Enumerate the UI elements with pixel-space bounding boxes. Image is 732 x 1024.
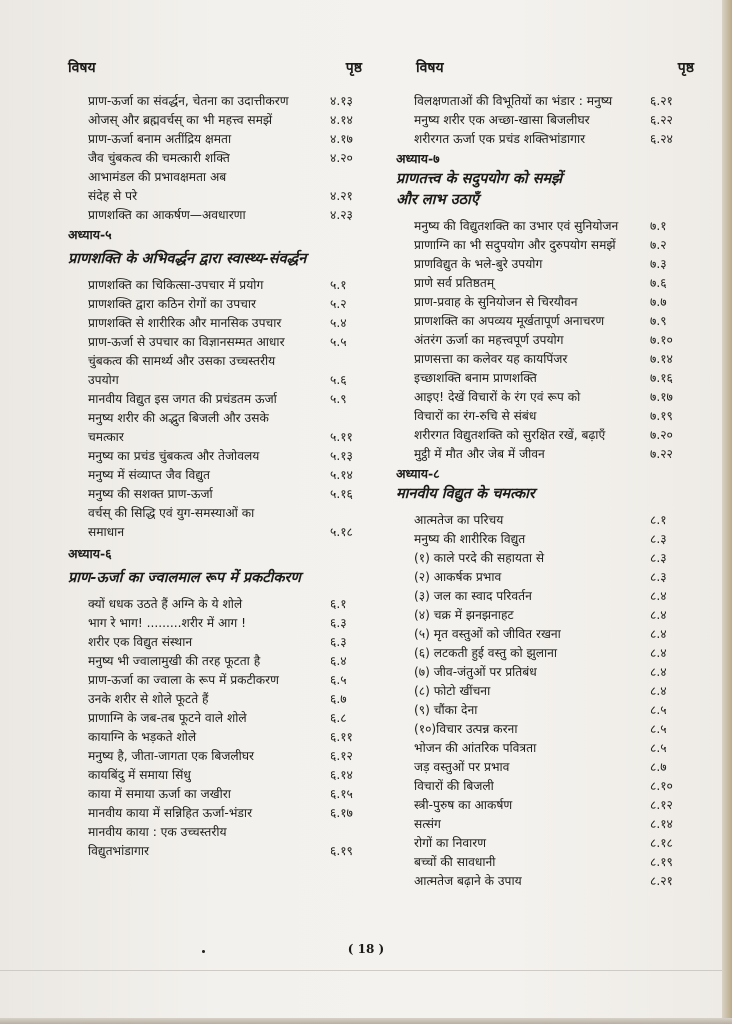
toc-entry: प्राणसत्ता का कलेवर यह कायपिंजर ७.१४ [414,352,673,366]
chapter-7-title-line-1: प्राणतत्त्व के सदुपयोग को समझें [396,171,563,187]
toc-entry: प्राण-ऊर्जा बनाम अतींद्रिय क्षमता ४.१७ [88,132,353,146]
toc-entry: प्राणाग्नि के जब-तब फूटने वाले शोले ६.८ [88,711,347,725]
toc-entry: (६) लटकती हुई वस्तु को झुलाना ८.४ [414,646,667,660]
chapter-7-list [396,217,688,464]
chapter-7-title [396,169,688,211]
toc-entry: संदेह से परे ४.२१ [88,189,353,203]
toc-entry: शरीरगत विद्युतशक्ति को सुरक्षित रखें, बढ़ाएँ ७.२० [414,428,673,442]
toc-entry: (३) जल का स्वाद परिवर्तन ८.४ [414,589,667,603]
chapter-8-title: मानवीय विद्युत के चमत्कार [396,486,535,502]
toc-right-column [396,58,694,891]
book-edge-right [722,0,732,1024]
toc-entry: प्राणशक्ति का अपव्यय मूर्खतापूर्ण अनाचरण ७.९ [414,314,667,328]
toc-entry: चमत्कार ५.११ [88,430,353,444]
toc-entry: प्राण-ऊर्जा का ज्वाला के रूप में प्रकटीकरण ६.५ [88,673,347,687]
toc-entry: मानवीय विद्युत इस जगत की प्रचंडतम ऊर्जा ५.९ [88,392,347,406]
toc-entry: (२) आकर्षक प्रभाव ८.३ [414,570,667,584]
toc-entry: मनुष्य की शारीरिक विद्युत ८.३ [414,532,667,546]
toc-entry: आत्मतेज का परिचय ८.१ [414,513,667,527]
toc-entry: आभामंडल की प्रभावक्षमता अब [88,170,227,184]
toc-entry: आत्मतेज बढ़ाने के उपाय ८.२१ [414,874,673,888]
toc-entry: शरीरगत ऊर्जा एक प्रचंड शक्तिभांडागार ६.२४ [414,132,673,146]
toc-entry: आइए! देखें विचारों के रंग एवं रूप को ७.१७ [414,390,673,404]
toc-entry: शरीर एक विद्युत संस्थान ६.३ [88,635,347,649]
toc-entry: मनुष्य है, जीता-जागता एक बिजलीघर ६.१२ [88,749,353,763]
toc-entry: प्राण-प्रवाह के सुनियोजन से चिरयौवन ७.७ [414,295,667,309]
toc-entry: विचारों की बिजली ८.१० [414,779,673,793]
toc-entry: भोजन की आंतरिक पवित्रता ८.५ [414,741,667,755]
toc-entry: मनुष्य शरीर एक अच्छा-खासा बिजलीघर ६.२२ [414,113,673,127]
toc-header [396,58,694,92]
toc-entry: चुंबकत्व की सामर्थ्य और उसका उच्चस्तरीय [88,354,276,368]
page-header: पृष्ठ [345,60,362,76]
toc-entry: जैव चुंबकत्व की चमत्कारी शक्ति ४.२० [88,151,353,165]
page-fold-line [0,970,722,971]
toc-entry: प्राण-ऊर्जा का संवर्द्धन, चेतना का उदात्तीकरण ४.१३ [88,94,353,108]
toc-header [68,58,370,92]
toc-entry: उनके शरीर से शोले फूटते हैं ६.७ [88,692,347,706]
toc-entry: प्राणशक्ति द्वारा कठिन रोगों का उपचार ५.२ [88,297,347,311]
toc-entry: क्यों धधक उठते हैं अग्नि के ये शोले ६.१ [88,597,347,611]
toc-entry: मानवीय काया में सन्निहित ऊर्जा-भंडार ६.१७ [88,806,353,820]
toc-entry: (८) फोटो खींचना ८.४ [414,684,667,698]
toc-entry: प्राण-ऊर्जा से उपचार का विज्ञानसम्मत आधार ५.५ [88,335,347,349]
toc-entry: प्राणशक्ति का चिकित्सा-उपचार में प्रयोग ५.१ [88,278,347,292]
toc-entry: वर्चस् की सिद्धि एवं युग-समस्याओं का [88,506,255,520]
toc-entry: प्राणशक्ति से शारीरिक और मानसिक उपचार ५.४ [88,316,347,330]
toc-entry: अंतरंग ऊर्जा का महत्त्वपूर्ण उपयोग ७.१० [414,333,673,347]
toc-entry: (७) जीव-जंतुओं पर प्रतिबंध ८.४ [414,665,667,679]
toc-entry: प्राणविद्युत के भले-बुरे उपयोग ७.३ [414,257,667,271]
toc-entry: भाग रे भाग! .........शरीर में आग ! ६.३ [88,616,347,630]
toc-entry: विलक्षणताओं की विभूतियों का भंडार : मनुष्य ६.२१ [414,94,673,108]
toc-entry: मनुष्य में संव्याप्त जैव विद्युत ५.१४ [88,468,353,482]
chapter-6-label: अध्याय-६ [68,546,112,561]
subject-header: विषय [68,60,96,76]
toc-entry: बच्चों की सावधानी ८.१९ [414,855,673,869]
page-number: ( 18 ) [347,942,385,956]
toc-entry: कायबिंदु में समाया सिंधु ६.१४ [88,768,353,782]
toc-left-column [68,58,370,861]
toc-entry: कायाग्नि के भड़कते शोले ६.११ [88,730,353,744]
toc-entry: उपयोग ५.६ [88,373,347,387]
toc-entry: स्त्री-पुरुष का आकर्षण ८.१२ [414,798,673,812]
intro-list [396,92,688,149]
chapter-8-list [396,511,688,891]
toc-entry: (१०)विचार उत्पन्न करना ८.५ [414,722,667,736]
book-edge-bottom [0,1018,732,1024]
toc-entry: समाधान ५.१८ [88,525,353,539]
toc-entry: (१) काले परदे की सहायता से ८.३ [414,551,667,565]
intro-list [68,92,370,225]
toc-entry: ओजस् और ब्रह्मवर्चस् का भी महत्त्व समझें ४.१४ [88,113,353,127]
chapter-6-list [68,595,370,861]
toc-entry: (९) चौंका देना ८.५ [414,703,667,717]
toc-entry: (४) चक्र में झनझनाहट ८.४ [414,608,667,622]
toc-entry: मुट्ठी में मौत और जेब में जीवन ७.२२ [414,447,673,461]
chapter-5-title: प्राणशक्ति के अभिवर्द्धन द्वारा स्वास्थ्य-संवर्द्धन [68,251,307,267]
toc-entry: प्राणाग्नि का भी सदुपयोग और दुरुपयोग समझें ७.२ [414,238,667,252]
toc-entry: मनुष्य की विद्युतशक्ति का उभार एवं सुनियोजन ७.१ [414,219,667,233]
toc-entry: काया में समाया ऊर्जा का जखीरा ६.१५ [88,787,353,801]
toc-entry: इच्छाशक्ति बनाम प्राणशक्ति ७.१६ [414,371,673,385]
chapter-7-label: अध्याय-७ [396,151,440,166]
toc-entry: मनुष्य भी ज्वालामुखी की तरह फूटता है ६.४ [88,654,347,668]
subject-header: विषय [416,60,444,76]
toc-entry: प्राणशक्ति का आकर्षण—अवधारणा ४.२३ [88,208,353,222]
toc-entry: सत्संग ८.१४ [414,817,673,831]
toc-entry: मनुष्य की सशक्त प्राण-ऊर्जा ५.१६ [88,487,353,501]
chapter-8-label: अध्याय-८ [396,466,440,481]
toc-entry: मनुष्य शरीर की अद्भुत बिजली और उसके [88,411,269,425]
toc-entry: (५) मृत वस्तुओं को जीवित रखना ८.४ [414,627,667,641]
chapter-6-title: प्राण-ऊर्जा का ज्वालमाल रूप में प्रकटीकरण [68,570,301,586]
toc-entry: विद्युतभांडागार ६.१९ [88,844,353,858]
page-header: पृष्ठ [677,60,694,76]
chapter-5-list [68,276,370,542]
chapter-5-label: अध्याय-५ [68,227,112,242]
toc-entry: विचारों का रंग-रुचि से संबंध ७.१९ [414,409,673,423]
toc-entry: जड़ वस्तुओं पर प्रभाव ८.७ [414,760,667,774]
toc-entry: मनुष्य का प्रचंड चुंबकत्व और तेजोवलय ५.१३ [88,449,353,463]
chapter-7-title-line-2: और लाभ उठाएँ [396,192,479,208]
toc-entry: रोगों का निवारण ८.१८ [414,836,673,850]
toc-entry: प्राणे सर्व प्रतिष्ठतम् ७.६ [414,276,667,290]
toc-entry: मानवीय काया : एक उच्चस्तरीय [88,825,227,839]
